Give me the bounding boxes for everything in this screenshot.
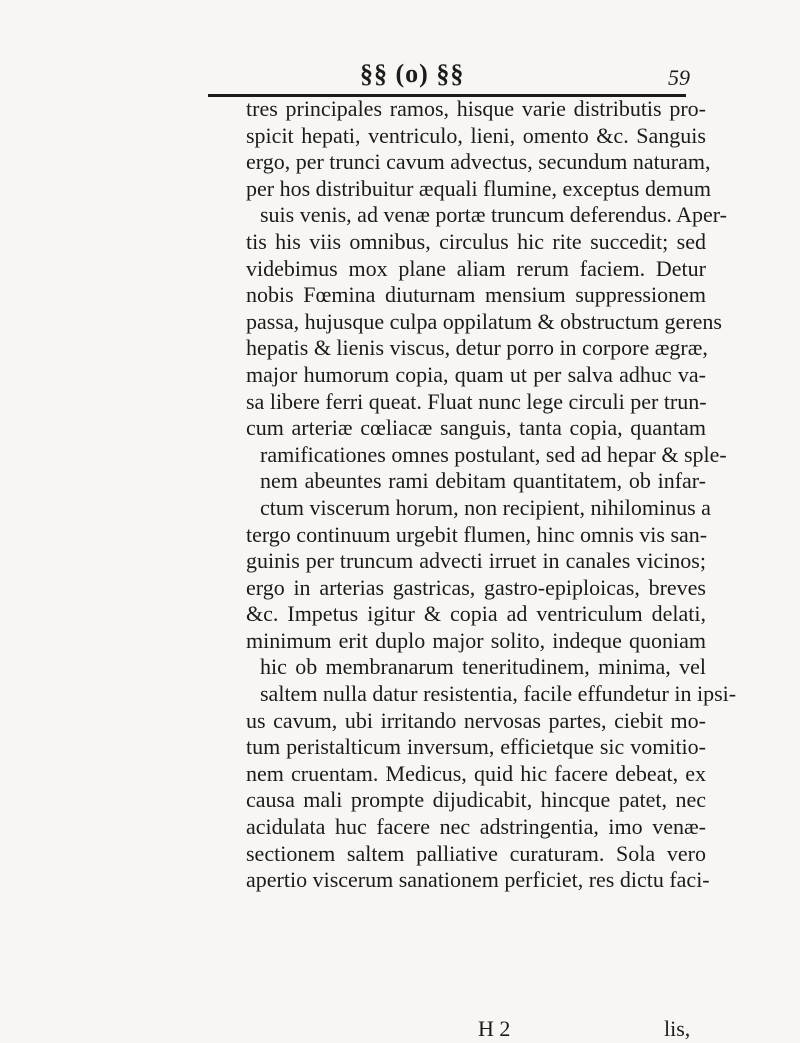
page-footer bbox=[0, 1016, 800, 1043]
catchword: lis, bbox=[664, 1016, 691, 1041]
text-line: per hos distribuitur æquali flumine, exceptus demum bbox=[246, 175, 711, 201]
text-line: sectionem saltem palliative curaturam. Sola vero bbox=[246, 840, 706, 866]
page-number: 59 bbox=[668, 65, 690, 90]
text-line: suis venis, ad venæ portæ truncum deferendus. Aper- bbox=[260, 202, 727, 228]
text-line: tergo continuum urgebit flumen, hinc omnis vis san- bbox=[246, 521, 708, 547]
text-line: saltem nulla datur resistentia, facile effundetur in ipsi- bbox=[260, 681, 737, 707]
text-line: cum arteriæ cœliacæ sanguis, tanta copia, quantam bbox=[246, 415, 706, 441]
text-line: guinis per truncum advecti irruet in canales vicinos; bbox=[246, 548, 706, 574]
text-line: hepatis & lienis viscus, detur porro in corpore ægræ, bbox=[246, 335, 708, 361]
text-line: ergo in arterias gastricas, gastro-epiploicas, breves bbox=[246, 574, 706, 600]
header-ornament: §§ (o) §§ bbox=[360, 59, 465, 88]
text-line: passa, hujusque culpa oppilatum & obstructum gerens bbox=[246, 308, 722, 334]
text-line: minimum erit duplo major solito, indeque quoniam bbox=[246, 627, 706, 653]
text-line: spicit hepati, ventriculo, lieni, omento &c. Sanguis bbox=[246, 122, 706, 148]
text-line: ramificationes omnes postulant, sed ad hepar & sple- bbox=[260, 441, 727, 467]
text-line: sa libere ferri queat. Fluat nunc lege circuli per trun- bbox=[246, 388, 707, 414]
body-text bbox=[246, 96, 737, 894]
text-line: &c. Impetus igitur & copia ad ventriculum delati, bbox=[246, 601, 706, 627]
text-line: apertio viscerum sanationem perficiet, res dictu faci- bbox=[246, 867, 710, 893]
text-line: hic ob membranarum teneritudinem, minima, vel bbox=[260, 654, 706, 680]
text-line: nem abeuntes rami debitam quantitatem, ob infar- bbox=[260, 468, 706, 494]
text-line: major humorum copia, quam ut per salva adhuc va- bbox=[246, 361, 706, 387]
text-line: ergo, per trunci cavum advectus, secundum naturam, bbox=[246, 149, 711, 175]
signature-mark: H 2 bbox=[478, 1016, 511, 1041]
text-line: tis his viis omnibus, circulus hic rite succedit; sed bbox=[246, 228, 706, 254]
text-line: us cavum, ubi irritando nervosas partes, ciebit mo- bbox=[246, 707, 706, 733]
text-line: acidulata huc facere nec adstringentia, imo venæ- bbox=[246, 814, 706, 840]
text-line: causa mali prompte dijudicabit, hincque patet, nec bbox=[246, 787, 706, 813]
text-line: nem cruentam. Medicus, quid hic facere debeat, ex bbox=[246, 760, 706, 786]
text-line: nobis Fœmina diuturnam mensium suppressionem bbox=[246, 282, 706, 308]
text-line: ctum viscerum horum, non recipient, nihilominus a bbox=[260, 494, 711, 520]
text-line: tres principales ramos, hisque varie distributis pro- bbox=[246, 96, 706, 121]
page-header bbox=[0, 58, 800, 98]
text-line: tum peristalticum inversum, efficietque sic vomitio- bbox=[246, 734, 706, 760]
text-line: videbimus mox plane aliam rerum faciem. Detur bbox=[246, 255, 706, 281]
